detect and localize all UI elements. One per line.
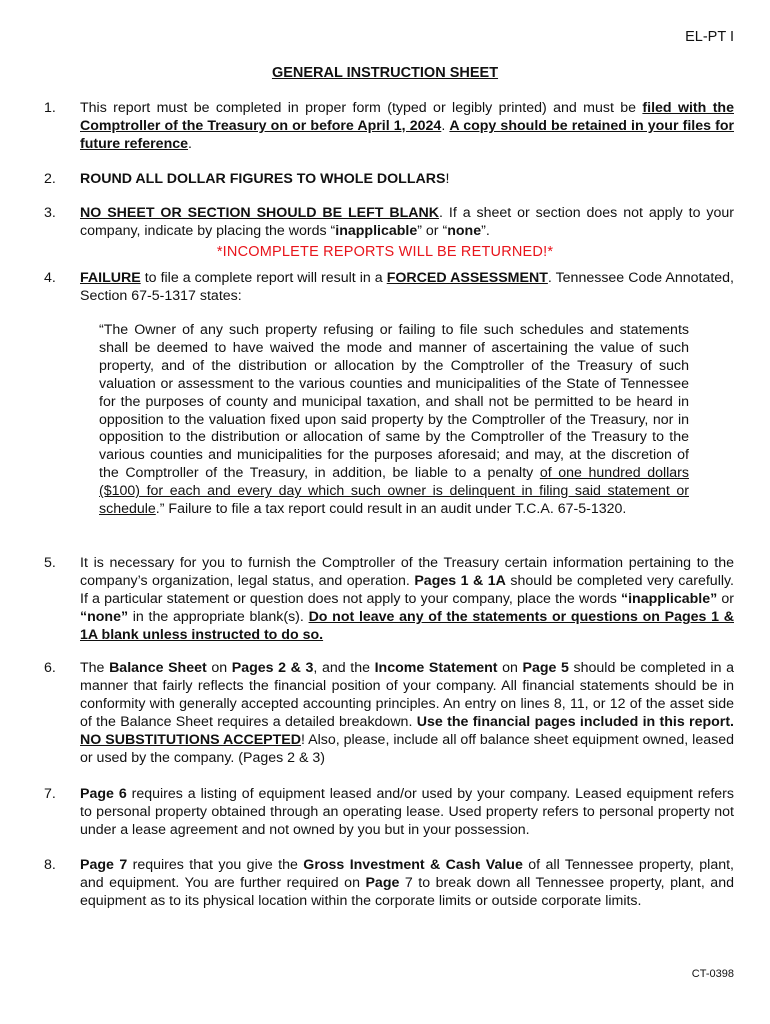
item-text: NO SHEET OR SECTION SHOULD BE LEFT BLANK. If a sheet or section does not apply to your company, indicate by placing the words “inapplicable” or “none”. xyxy=(80,205,734,239)
item-number: 3. xyxy=(44,205,56,221)
incomplete-reports-warning: *INCOMPLETE REPORTS WILL BE RETURNED!* xyxy=(216,244,554,260)
footer-code: CT-0398 xyxy=(691,968,734,980)
item-text: Page 7 requires that you give the Gross Investment & Cash Value of all Tennessee property, plant, and equipment. You are further required on Page 7 to break down all Tennessee property, plant, and equipment as to its physical location within the corporate limits or outside corporate limits. xyxy=(80,857,734,909)
item-text: ROUND ALL DOLLAR FIGURES TO WHOLE DOLLARS! xyxy=(80,171,450,187)
item-text: The Balance Sheet on Pages 2 & 3, and the Income Statement on Page 5 should be completed in a manner that fairly reflects the financial position of your company. All financial statements should be in conformity with generally accepted accounting principles. An entry on lines 8, 11, or 12 of the asset side of the Balance Sheet requires a detailed breakdown. Use the financial pages included in this report. NO SUBSTITUTIONS ACCEPTED! Also, please, include all off balance sheet equipment owned, leased or used by the company. (Pages 2 & 3) xyxy=(80,660,734,766)
item-number: 6. xyxy=(44,660,56,676)
item-number: 5. xyxy=(44,555,56,571)
item-text: FAILURE to file a complete report will result in a FORCED ASSESSMENT. Tennessee Code Annotated, Section 67-5-1317 states: xyxy=(80,270,735,304)
item-text: It is necessary for you to furnish the Comptroller of the Treasury certain information pertaining to the company’s organization, legal status, and operation. Pages 1 & 1A should be completed very carefully. If a particular statement or question does not apply to your company, place the words “inapplicable” or “none” in the appropriate blank(s). Do not leave any of the statements or questions on Pages 1 & 1A blank unless instructed to do so. xyxy=(80,555,734,643)
form-code: EL-PT I xyxy=(685,29,734,45)
item-number: 7. xyxy=(44,786,56,802)
item-text: Page 6 requires a listing of equipment leased and/or used by your company. Leased equipment refers to personal property obtained through an operating lease. Used property refers to personal property not under a lease agreement and not owned by you but in your possession. xyxy=(80,786,734,838)
item-number: 8. xyxy=(44,857,56,873)
item-number: 4. xyxy=(44,270,56,286)
page-title: GENERAL INSTRUCTION SHEET xyxy=(271,65,499,81)
item-number: 2. xyxy=(44,171,56,187)
item-text: This report must be completed in proper form (typed or legibly printed) and must be filed with the Comptroller of the Treasury on or before April 1, 2024. A copy should be retained in your files for future reference. xyxy=(80,100,735,152)
statute-quote: “The Owner of any such property refusing or failing to file such schedules and statements shall be deemed to have waived the mode and manner of ascertaining the value of such property, and of the distribution or allocation by the Comptroller of the Treasury of such valuation or assessment to the various counties and municipalities of the State of Tennessee for the purposes of county and municipal taxation, and shall not be permitted to be heard in opposition to the valuation fixed upon said property by the Comptroller of the Treasury, nor in opposition to the distribution or allocation of same by the Comptroller of the Treasury to the various counties and municipalities for the purposes aforesaid; and may, at the discretion of the Comptroller of the Treasury, in addition, be liable to a penalty of one hundred dollars ($100) for each and every day which such owner is delinquent in filing said statement or schedule.” Failure to file a tax report could result in an audit under T.C.A. 67-5-1320. xyxy=(99,322,689,518)
item-number: 1. xyxy=(44,100,56,116)
